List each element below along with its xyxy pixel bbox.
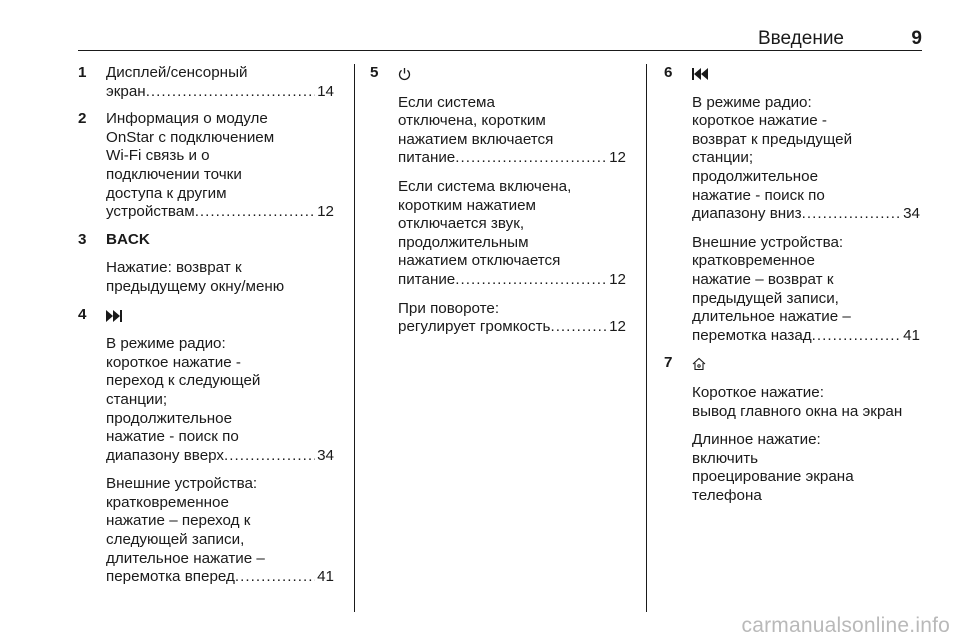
skip-back-icon (692, 64, 708, 83)
page-ref: 12 (609, 318, 626, 336)
toc-leader (692, 327, 920, 346)
item-text: кратковременное (106, 493, 229, 511)
back-button-label: BACK (106, 230, 150, 248)
leader-text: диапазону вверх (106, 446, 225, 464)
page-ref: 14 (317, 82, 334, 100)
item-number: 2 (78, 110, 87, 128)
item-text: включить (692, 449, 759, 467)
leader-text: устройствам (106, 203, 195, 221)
item-number: 1 (78, 64, 87, 81)
leader-text: питание (398, 270, 456, 288)
leader-text: перемотка вперед (106, 568, 235, 586)
column-1 (78, 64, 334, 587)
leader-dots (455, 149, 607, 168)
page-ref: 12 (609, 149, 626, 167)
toc-leader (106, 203, 334, 222)
page-ref: 34 (317, 446, 334, 464)
item-text: Wi-Fi связь и о (106, 147, 210, 165)
item-text: В режиме радио: (106, 335, 226, 353)
leader-text: экран (106, 82, 146, 100)
item-number: 5 (370, 64, 379, 81)
leader-text: регулирует громкость (398, 318, 551, 336)
page-ref: 34 (903, 205, 920, 223)
item-text: нажатие – переход к (106, 512, 251, 530)
item-text: коротким нажатием (398, 196, 536, 214)
item-number: 4 (78, 305, 87, 323)
item-number: 3 (78, 230, 87, 248)
item-text: нажатием включается (398, 130, 554, 148)
toc-leader (398, 271, 626, 290)
item-text: длительное нажатие – (692, 308, 851, 326)
item-text: продолжительное (106, 409, 233, 427)
item-text: короткое нажатие - (692, 112, 827, 130)
item-text: В режиме радио: (692, 93, 812, 111)
item-text: станции; (692, 149, 754, 167)
page-ref: 41 (903, 326, 920, 344)
item-text: длительное нажатие – (106, 549, 265, 567)
item-text: проецирование экрана (692, 468, 854, 486)
list-item-1 (78, 64, 334, 101)
leader-dots (235, 568, 315, 587)
header-rule (78, 50, 922, 51)
toc-leader (692, 205, 920, 224)
skip-forward-icon (106, 306, 122, 325)
column-2 (370, 64, 626, 337)
toc-leader (106, 447, 334, 466)
item-text: кратковременное (692, 252, 815, 270)
leader-dots (224, 447, 315, 466)
leader-text: питание (398, 149, 456, 167)
leader-text: диапазону вниз (692, 205, 802, 223)
list-item-5 (370, 64, 626, 337)
item-text: предыдущей записи, (692, 289, 839, 307)
leader-dots (550, 318, 607, 337)
item-text: нажатие – возврат к (692, 270, 834, 288)
list-item-2 (78, 110, 334, 222)
list-item-3 (78, 231, 334, 297)
item-text: телефона (692, 486, 762, 504)
toc-leader (398, 149, 626, 168)
item-text: нажатие - поиск по (106, 428, 239, 446)
leader-dots (802, 205, 901, 224)
item-text: подключении точки (106, 165, 242, 183)
item-text: доступа к другим (106, 184, 227, 202)
toc-leader (106, 83, 334, 102)
item-text: продолжительное (692, 167, 819, 185)
item-text: Информация о модуле (106, 110, 268, 128)
column-divider (646, 64, 647, 612)
page-ref: 12 (609, 270, 626, 288)
home-icon (692, 354, 706, 373)
list-item-6 (664, 64, 920, 345)
item-text: предыдущему окну/меню (106, 277, 285, 295)
page-number: 9 (911, 28, 922, 49)
toc-leader (106, 568, 334, 587)
column-3 (664, 64, 920, 505)
page-ref: 41 (317, 568, 334, 586)
page-ref: 12 (317, 203, 334, 221)
item-text: Длинное нажатие: (692, 431, 821, 449)
leader-dots (812, 327, 901, 346)
item-text: отключается звук, (398, 215, 525, 233)
item-text: Короткое нажатие: (692, 383, 824, 401)
item-text: нажатием отключается (398, 252, 561, 270)
item-text: Дисплей/сенсорный (106, 64, 248, 81)
item-text: возврат к предыдущей (692, 130, 853, 148)
item-text: Внешние устройства: (106, 475, 258, 493)
item-text: отключена, коротким (398, 112, 546, 130)
item-text: Если система включена, (398, 177, 572, 195)
leader-dots (195, 203, 315, 222)
item-number: 6 (664, 64, 673, 81)
item-text: Нажатие: возврат к (106, 259, 242, 277)
page-header-title: Введение (757, 28, 844, 49)
item-text: следующей записи, (106, 531, 245, 549)
item-text: станции; (106, 390, 168, 408)
watermark: carmanualsonline.info (741, 614, 950, 637)
power-icon (398, 64, 411, 83)
item-text: При повороте: (398, 299, 500, 317)
item-text: Внешние устройства: (692, 233, 844, 251)
toc-leader (398, 318, 626, 337)
item-text: продолжительным (398, 233, 529, 251)
item-text: вывод главного окна на экран (692, 402, 903, 420)
item-text: OnStar с подключением (106, 128, 275, 146)
item-number: 7 (664, 354, 673, 372)
list-item-7 (664, 354, 920, 505)
item-text: короткое нажатие - (106, 353, 241, 371)
leader-text: перемотка назад (692, 326, 812, 344)
item-text: нажатие - поиск по (692, 186, 825, 204)
leader-dots (146, 83, 315, 102)
column-divider (354, 64, 355, 612)
item-text: Если система (398, 93, 495, 111)
leader-dots (455, 271, 607, 290)
item-text: переход к следующей (106, 372, 261, 390)
list-item-4 (78, 306, 334, 587)
